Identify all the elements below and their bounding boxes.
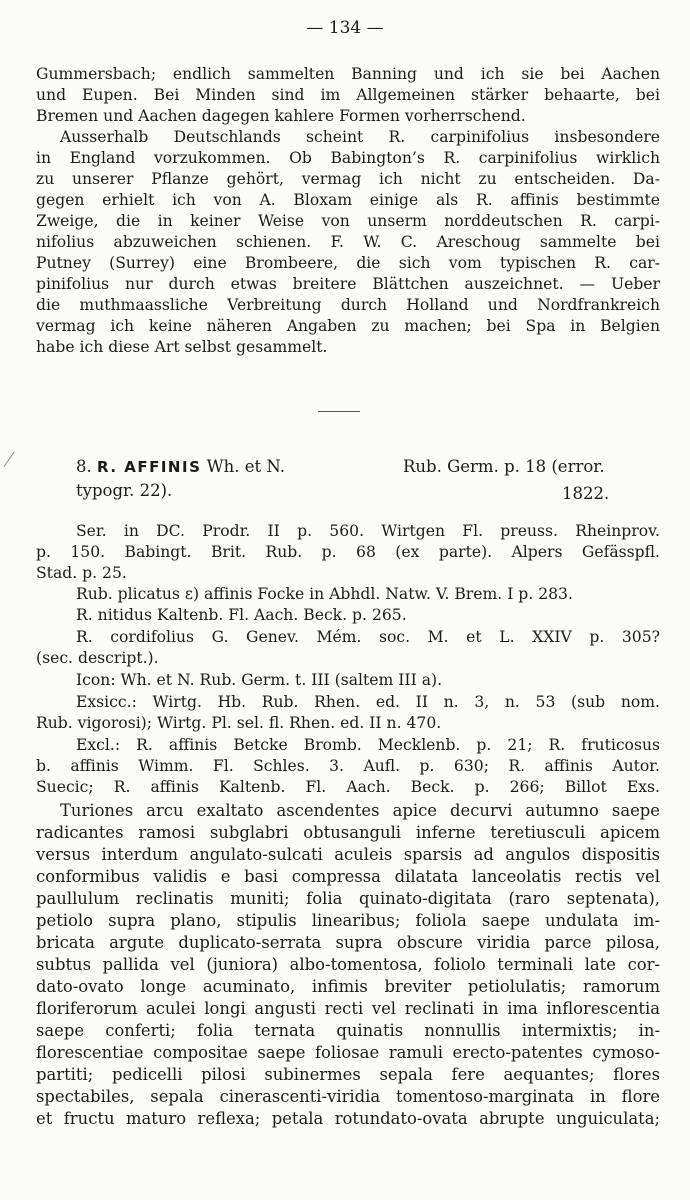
species-citation: Rub. Germ. p. 18 (error.: [403, 457, 605, 476]
text-line: Zweige, die in keiner Weise von unserm norddeutschen R. carpi-: [36, 212, 660, 230]
text-line: die muthmaassliche Verbreitung durch Holland und Nordfrankreich: [36, 296, 660, 314]
synonym-line: b. affinis Wimm. Fl. Schles. 3. Aufl. p. 630; R. affinis Autor.: [36, 757, 660, 775]
synonym-line: Suecic; R. affinis Kaltenb. Fl. Aach. Beck. p. 266; Billot Exs.: [36, 778, 660, 796]
description-line: Turiones arcu exaltato ascendentes apice decurvi autumno saepe: [60, 801, 660, 820]
description-line: versus interdum angulato-sulcati aculeis sparsis ad angulos dispositis: [36, 845, 660, 864]
description-line: partiti; pedicelli pilosi subinermes sepala fere aequantes; flores: [36, 1065, 660, 1084]
species-name: R. AFFINIS: [97, 458, 202, 476]
text-line: und Eupen. Bei Minden sind im Allgemeinen stärker behaarte, bei: [36, 86, 660, 104]
text-line: vermag ich keine näheren Angaben zu machen; bei Spa in Belgien: [36, 317, 660, 335]
species-typogr: typogr. 22).: [76, 481, 173, 500]
description-line: floriferorum aculei longi angusti recti vel reclinati in ima inflorescentia: [36, 999, 660, 1018]
description-line: petiolo supra plano, stipulis linearibus; foliola saepe undulata im-: [36, 911, 660, 930]
text-line: Putney (Surrey) eine Brombeere, die sich vom typischen R. car-: [36, 254, 660, 272]
section-divider: [318, 411, 360, 412]
text-line: pinifolius nur durch etwas breitere Blättchen auszeichnet. — Ueber: [36, 275, 660, 293]
synonym-line: R. nitidus Kaltenb. Fl. Aach. Beck. p. 265.: [76, 606, 407, 624]
synonym-line: Exsicc.: Wirtg. Hb. Rub. Rhen. ed. II n. 3, n. 53 (sub nom.: [76, 693, 660, 711]
description-line: bricata argute duplicato-serrata supra obscure viridia parce pilosa,: [36, 933, 660, 952]
text-line: gegen erhielt ich von A. Bloxam einige als R. affinis bestimmte: [36, 191, 660, 209]
page-number: — 134 —: [306, 18, 384, 38]
synonym-line: R. cordifolius G. Genev. Mém. soc. M. et L. XXIV p. 305?: [76, 628, 660, 646]
synonym-line: Excl.: R. affinis Betcke Bromb. Mecklenb. p. 21; R. fruticosus: [76, 736, 660, 754]
synonym-line: Icon: Wh. et N. Rub. Germ. t. III (saltem III a).: [76, 671, 443, 689]
species-title: [76, 457, 285, 476]
species-authors: Wh. et N.: [206, 457, 285, 476]
text-line: Bremen und Aachen dagegen kahlere Formen vorherrschend.: [36, 107, 526, 125]
description-line: et fructu maturo reflexa; petala rotundato-ovata abrupte unguiculata;: [36, 1109, 660, 1128]
description-line: spectabiles, sepala cinerascenti-viridia tomentoso-marginata in flore: [36, 1087, 660, 1106]
description-line: florescentiae compositae saepe foliosae ramuli erecto-patentes cymoso-: [36, 1043, 660, 1062]
synonym-line: p. 150. Babingt. Brit. Rub. p. 68 (ex parte). Alpers Gefässpfl.: [36, 543, 660, 561]
description-line: radicantes ramosi subglabri obtusanguli inferne teretiusculi apicem: [36, 823, 660, 842]
species-year: 1822.: [562, 484, 610, 503]
text-line: Gummersbach; endlich sammelten Banning und ich sie bei Aachen: [36, 65, 660, 83]
text-line: nifolius abzuweichen schienen. F. W. C. Areschoug sammelte bei: [36, 233, 660, 251]
text-line: Ausserhalb Deutschlands scheint R. carpinifolius insbesondere: [60, 128, 660, 146]
description-line: dato-ovato longe acuminato, infimis breviter petiolulatis; ramorum: [36, 977, 660, 996]
text-line: in England vorzukommen. Ob Babington’s R. carpinifolius wirklich: [36, 149, 660, 167]
synonym-line: Ser. in DC. Prodr. II p. 560. Wirtgen Fl. preuss. Rheinprov.: [76, 522, 660, 540]
description-line: paullulum reclinatis muniti; folia quinato-digitata (raro septenata),: [36, 889, 660, 908]
species-number: 8.: [76, 457, 92, 476]
synonym-line: Rub. plicatus ε) affinis Focke in Abhdl. Natw. V. Brem. I p. 283.: [76, 585, 573, 603]
synonym-line: (sec. descript.).: [36, 649, 159, 667]
description-line: subtus pallida vel (juniora) albo-tomentosa, foliolo terminali late cor-: [36, 955, 660, 974]
margin-mark: [4, 451, 15, 466]
synonym-line: Rub. vigorosi); Wirtg. Pl. sel. fl. Rhen. ed. II n. 470.: [36, 714, 442, 732]
description-line: conformibus validis e basi compressa dilatata lanceolatis rectis vel: [36, 867, 660, 886]
synonym-line: Stad. p. 25.: [36, 564, 127, 582]
description-line: saepe conferti; folia ternata quinatis nonnullis intermixtis; in-: [36, 1021, 660, 1040]
text-line: habe ich diese Art selbst gesammelt.: [36, 338, 328, 356]
text-line: zu unserer Pflanze gehört, vermag ich nicht zu entscheiden. Da-: [36, 170, 660, 188]
